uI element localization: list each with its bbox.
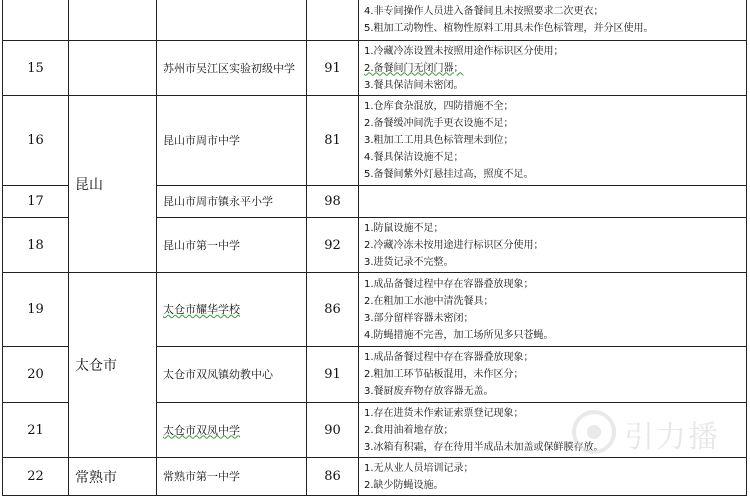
issues-cell <box>359 347 747 403</box>
issue-item: 1.冷藏冷冻设置未按照用途作标识区分使用； <box>364 45 564 57</box>
school-name: 昆山市周市镇永平小学 <box>157 186 307 218</box>
row-number: 16 <box>3 96 69 186</box>
issue-item: 2.冷藏冷冻未按用途进行标识区分使用； <box>364 239 544 251</box>
score: 98 <box>307 186 359 218</box>
table-row <box>3 273 747 347</box>
city-cell <box>69 41 157 96</box>
issues-cell <box>359 41 747 96</box>
issue-item: 1.存在进货未作索证索票登记现象； <box>364 407 524 419</box>
row-number: 20 <box>3 347 69 403</box>
row-number: 18 <box>3 218 69 273</box>
issue-item: 3.进货记录不完整。 <box>364 256 454 268</box>
row-number: 22 <box>3 458 69 496</box>
issue-item: 2.备餐缓冲间洗手更衣设施不足； <box>364 118 514 129</box>
issue-item: 1.无从业人员培训记录； <box>364 462 474 474</box>
issue-item: 1.防鼠设施不足； <box>364 222 444 234</box>
score: 86 <box>307 273 359 347</box>
row-number <box>3 0 69 41</box>
issue-item: 1.仓库食杂混放，四防措施不全； <box>364 101 514 112</box>
issue-item: 3.冰箱有积霜，存在待用半成品未加盖或保鲜膜存放。 <box>364 441 604 453</box>
inspection-results-table <box>2 0 747 496</box>
issue-item: 2.备餐间门无闭门器； <box>364 62 464 74</box>
city-cell <box>69 0 157 41</box>
score: 86 <box>307 458 359 496</box>
table-row <box>3 458 747 496</box>
issue-item: 3.粗加工工用具色标管理未到位； <box>364 135 514 146</box>
score: 92 <box>307 218 359 273</box>
issue-item: 2.缺少防蝇设施。 <box>364 479 444 491</box>
table-row <box>3 0 747 41</box>
score: 81 <box>307 96 359 186</box>
issue-item: 1.成品备餐过程中存在容器叠放现象； <box>364 352 534 363</box>
issues-cell <box>359 96 747 186</box>
table-row <box>3 96 747 186</box>
school-name: 太仓市耀华学校 <box>157 273 307 347</box>
issues-cell <box>359 186 747 218</box>
city-kunshan: 昆山 <box>69 96 157 273</box>
score <box>307 0 359 41</box>
city-taicang: 太仓市 <box>69 273 157 458</box>
score: 91 <box>307 41 359 96</box>
row-number: 15 <box>3 41 69 96</box>
row-number: 17 <box>3 186 69 218</box>
issues-cell <box>359 273 747 347</box>
score: 91 <box>307 347 359 403</box>
issue-item: 4.非专间操作人员进入备餐间且未按照要求二次更衣； <box>364 5 604 17</box>
school-name: 太仓市双凤镇幼教中心 <box>157 347 307 403</box>
issue-item: 5.粗加工动物性、植物性原料工用具未作色标管理，并分区使用。 <box>364 22 654 34</box>
issues-cell <box>359 403 747 458</box>
school-name: 苏州市吴江区实验初级中学 <box>157 41 307 96</box>
issue-item: 4.餐具保洁设施不足； <box>364 152 464 163</box>
issue-item: 5.备餐间紫外灯悬挂过高，照度不足。 <box>364 169 534 180</box>
school-name: 常熟市第一中学 <box>157 458 307 496</box>
issue-item: 1.成品备餐过程中存在容器叠放现象； <box>364 278 534 290</box>
issues-cell <box>359 458 747 496</box>
school-name <box>157 0 307 41</box>
issue-item: 2.食用油着地存放； <box>364 424 454 436</box>
issue-item: 3.餐具保洁间未密闭。 <box>364 79 464 91</box>
school-name: 昆山市周市中学 <box>157 96 307 186</box>
issues-cell <box>359 218 747 273</box>
school-name: 太仓市双凤中学 <box>157 403 307 458</box>
table-row <box>3 41 747 96</box>
issues-cell <box>359 0 747 41</box>
row-number: 19 <box>3 273 69 347</box>
city-changshu: 常熟市 <box>69 458 157 496</box>
issue-item: 2.粗加工环节砧板混用，未作区分； <box>364 369 524 380</box>
school-name: 昆山市第一中学 <box>157 218 307 273</box>
issue-item: 3.部分留样容器未密闭； <box>364 312 474 324</box>
issue-item: 3.餐厨废弃物存放容器无盖。 <box>364 386 494 397</box>
watermark-text: 引力播 <box>624 420 720 455</box>
issue-item: 2.在粗加工水池中清洗餐具； <box>364 295 494 307</box>
row-number: 21 <box>3 403 69 458</box>
issue-item: 4.防蝇措施不完善，加工场所见多只苍蝇。 <box>364 329 554 341</box>
score: 90 <box>307 403 359 458</box>
